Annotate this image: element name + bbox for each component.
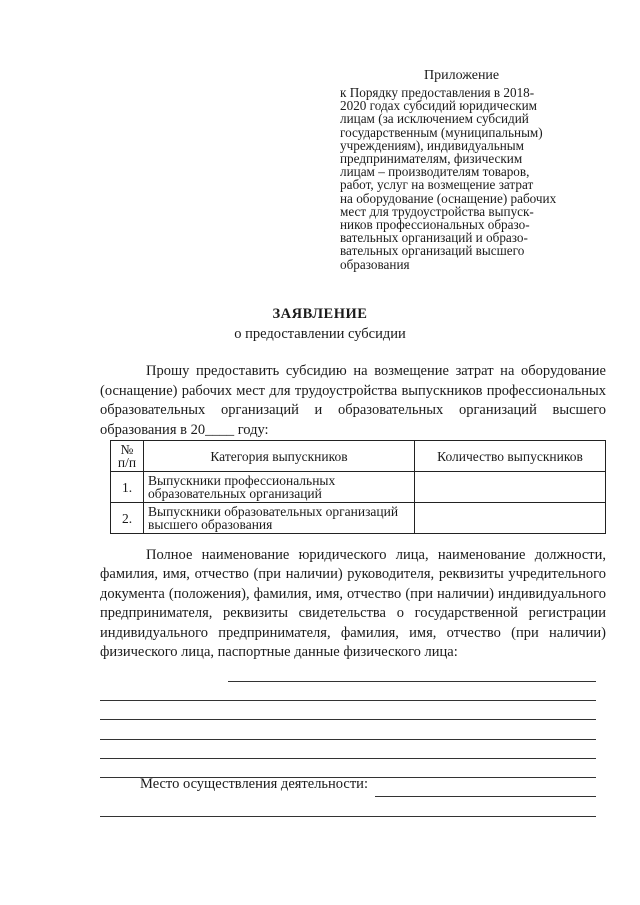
row-number: 2. <box>111 503 144 534</box>
document-title: ЗАЯВЛЕНИЕ <box>272 306 368 322</box>
fill-line[interactable] <box>100 816 596 817</box>
request-paragraph: Прошу предоставить субсидию на возмещение затрат на оборудование (оснащение) рабочих мест для трудоустройства выпускников профессиональных образовательных организаций и образовательных организаций высшего образования в 20____ году: <box>100 363 606 438</box>
applicant-paragraph: Полное наименование юридического лица, наименование должности, фамилия, имя, отчество (при наличии) руководителя, реквизиты учредительного документа (положения), фамилия, имя, отчество (при наличии) индивидуального предпринимателя, реквизиты свидетельства о государственной регистрации индивидуального предпринимателя, фамилия, имя, отчество (при наличии) физического лица, паспортные данные физического лица: <box>100 547 606 661</box>
graduates-table <box>110 440 606 534</box>
table-header-row <box>111 441 606 472</box>
appendix-body <box>340 86 590 271</box>
appendix-line: работ, услуг на возмещение затрат <box>340 177 534 193</box>
row-number: 1. <box>111 472 144 503</box>
header-category: Категория выпускников <box>144 441 415 472</box>
fill-line[interactable] <box>100 719 596 720</box>
place-label: Место осуществления деятельности: <box>140 776 368 792</box>
appendix-line: государственным (муниципальным) <box>340 124 543 140</box>
appendix-line: 2020 годах субсидий юридическим <box>340 98 538 114</box>
table-row <box>111 472 606 503</box>
fill-line[interactable] <box>100 758 596 759</box>
row-count-cell[interactable] <box>415 503 606 534</box>
row-category: Выпускники профессиональных образовательных организаций <box>144 472 415 503</box>
document-subtitle: о предоставлении субсидии <box>234 326 406 342</box>
appendix-line: ников профессиональных образо- <box>340 217 530 233</box>
fill-line[interactable] <box>100 700 596 701</box>
appendix-line: образования <box>340 256 410 272</box>
appendix-line: учреждениям), индивидуальным <box>340 137 524 153</box>
fill-line[interactable] <box>100 739 596 740</box>
header-number: № п/п <box>111 441 144 472</box>
header-count: Количество выпускников <box>415 441 606 472</box>
appendix-line: лицам – производителям товаров, <box>340 164 530 180</box>
appendix-title: Приложение <box>424 68 500 83</box>
fill-line[interactable] <box>375 796 596 797</box>
appendix-line: мест для трудоустройства выпуск- <box>340 203 534 219</box>
row-count-cell[interactable] <box>415 472 606 503</box>
table-row <box>111 503 606 534</box>
appendix-line: вательных организаций высшего <box>340 243 525 259</box>
appendix-line: лицам (за исключением субсидий <box>340 111 529 127</box>
appendix-line: на оборудование (оснащение) рабочих <box>340 190 557 206</box>
appendix-line: к Порядку предоставления в 2018- <box>340 85 535 100</box>
appendix-line: предпринимателям, физическим <box>340 151 523 167</box>
appendix-line: вательных организаций и образо- <box>340 230 528 246</box>
row-category: Выпускники образовательных организаций высшего образования <box>144 503 415 534</box>
fill-line[interactable] <box>228 681 596 682</box>
